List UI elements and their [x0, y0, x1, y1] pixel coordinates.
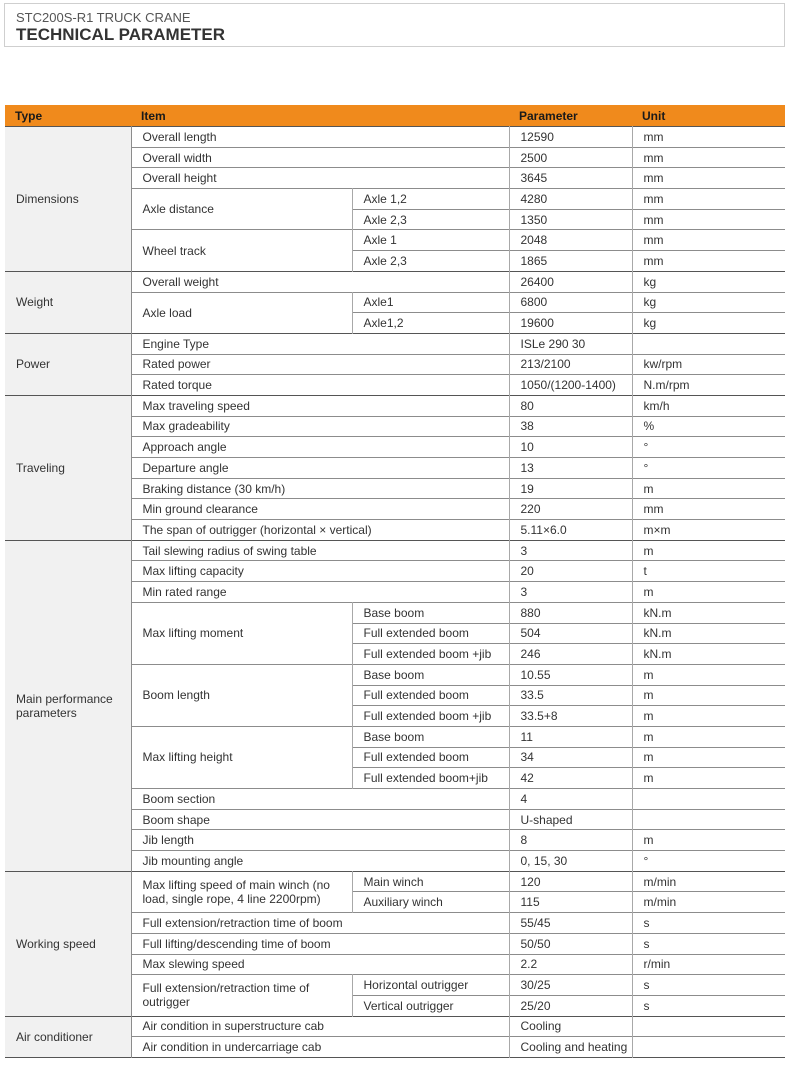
- sub-item-cell: Full extended boom: [352, 623, 509, 644]
- document-title: TECHNICAL PARAMETER: [16, 25, 226, 44]
- table-row: [5, 333, 785, 354]
- document-subtitle: STC200S-R1 TRUCK CRANE: [16, 10, 191, 25]
- unit-cell: kg: [632, 271, 785, 292]
- sub-item-cell: Vertical outrigger: [352, 995, 509, 1016]
- item-cell: The span of outrigger (horizontal × vertical): [131, 520, 509, 541]
- unit-cell: mm: [632, 251, 785, 272]
- unit-cell: kN.m: [632, 644, 785, 665]
- parameter-cell: 2500: [509, 147, 632, 168]
- type-cell: Traveling: [5, 395, 131, 540]
- item-cell: Tail slewing radius of swing table: [131, 540, 509, 561]
- parameter-cell: Cooling and heating: [509, 1037, 632, 1058]
- unit-cell: km/h: [632, 395, 785, 416]
- sub-item-cell: Auxiliary winch: [352, 892, 509, 913]
- parameter-cell: 30/25: [509, 975, 632, 996]
- item-cell: Max lifting moment: [131, 602, 352, 664]
- unit-cell: s: [632, 995, 785, 1016]
- col-header-item: Item: [131, 105, 509, 127]
- sub-item-cell: Main winch: [352, 871, 509, 892]
- unit-cell: mm: [632, 168, 785, 189]
- parameter-cell: 10.55: [509, 664, 632, 685]
- parameter-cell: 55/45: [509, 913, 632, 934]
- item-cell: Overall weight: [131, 271, 509, 292]
- unit-cell: °: [632, 458, 785, 479]
- parameter-cell: 220: [509, 499, 632, 520]
- parameter-cell: 50/50: [509, 933, 632, 954]
- item-cell: Full extension/retraction time of boom: [131, 913, 509, 934]
- parameter-cell: 3: [509, 540, 632, 561]
- unit-cell: %: [632, 416, 785, 437]
- sub-item-cell: Axle 2,3: [352, 251, 509, 272]
- parameter-cell: 11: [509, 726, 632, 747]
- unit-cell: s: [632, 975, 785, 996]
- type-cell: Air conditioner: [5, 1016, 131, 1057]
- item-cell: Approach angle: [131, 437, 509, 458]
- item-cell: Full lifting/descending time of boom: [131, 933, 509, 954]
- unit-cell: r/min: [632, 954, 785, 975]
- parameter-cell: U-shaped: [509, 809, 632, 830]
- item-cell: Max lifting height: [131, 726, 352, 788]
- sub-item-cell: Base boom: [352, 664, 509, 685]
- item-cell: Overall height: [131, 168, 509, 189]
- parameter-cell: 2048: [509, 230, 632, 251]
- unit-cell: mm: [632, 147, 785, 168]
- item-cell: Braking distance (30 km/h): [131, 478, 509, 499]
- parameter-cell: 246: [509, 644, 632, 665]
- item-cell: Max lifting capacity: [131, 561, 509, 582]
- unit-cell: m: [632, 478, 785, 499]
- unit-cell: [632, 789, 785, 810]
- parameter-cell: 213/2100: [509, 354, 632, 375]
- item-cell: Max traveling speed: [131, 395, 509, 416]
- parameter-cell: 1865: [509, 251, 632, 272]
- parameter-cell: 12590: [509, 127, 632, 148]
- unit-cell: m×m: [632, 520, 785, 541]
- parameter-cell: 80: [509, 395, 632, 416]
- unit-cell: mm: [632, 230, 785, 251]
- sub-item-cell: Axle1: [352, 292, 509, 313]
- item-cell: Max gradeability: [131, 416, 509, 437]
- parameter-cell: 34: [509, 747, 632, 768]
- unit-cell: t: [632, 561, 785, 582]
- sub-item-cell: Full extended boom +jib: [352, 706, 509, 727]
- item-cell: Jib mounting angle: [131, 851, 509, 872]
- parameter-cell: 3: [509, 582, 632, 603]
- table-row: [5, 1016, 785, 1037]
- item-cell: Overall length: [131, 127, 509, 148]
- type-cell: Dimensions: [5, 127, 131, 272]
- unit-cell: m: [632, 747, 785, 768]
- unit-cell: [632, 809, 785, 830]
- unit-cell: m: [632, 685, 785, 706]
- unit-cell: m: [632, 664, 785, 685]
- table-row: [5, 395, 785, 416]
- item-cell: Max slewing speed: [131, 954, 509, 975]
- sub-item-cell: Base boom: [352, 726, 509, 747]
- item-cell: Overall width: [131, 147, 509, 168]
- col-header-parameter: Parameter: [509, 105, 632, 127]
- type-cell: Power: [5, 333, 131, 395]
- parameter-cell: 3645: [509, 168, 632, 189]
- parameter-cell: 10: [509, 437, 632, 458]
- sub-item-cell: Base boom: [352, 602, 509, 623]
- parameter-cell: 4280: [509, 189, 632, 210]
- table-row: [5, 127, 785, 148]
- sub-item-cell: Horizontal outrigger: [352, 975, 509, 996]
- parameter-cell: 8: [509, 830, 632, 851]
- parameter-cell: 504: [509, 623, 632, 644]
- item-cell: Air condition in undercarriage cab: [131, 1037, 509, 1058]
- parameter-cell: 26400: [509, 271, 632, 292]
- item-cell: Min rated range: [131, 582, 509, 603]
- unit-cell: m: [632, 582, 785, 603]
- unit-cell: [632, 1016, 785, 1037]
- unit-cell: °: [632, 851, 785, 872]
- item-cell: Axle load: [131, 292, 352, 333]
- parameter-cell: 33.5+8: [509, 706, 632, 727]
- item-cell: Boom section: [131, 789, 509, 810]
- parameter-cell: 42: [509, 768, 632, 789]
- item-cell: Min ground clearance: [131, 499, 509, 520]
- col-header-unit: Unit: [632, 105, 785, 127]
- parameter-cell: 4: [509, 789, 632, 810]
- unit-cell: m: [632, 726, 785, 747]
- item-cell: Engine Type: [131, 333, 509, 354]
- parameter-cell: 5.11×6.0: [509, 520, 632, 541]
- unit-cell: kN.m: [632, 623, 785, 644]
- sub-item-cell: Axle 2,3: [352, 209, 509, 230]
- parameter-cell: 6800: [509, 292, 632, 313]
- item-cell: Air condition in superstructure cab: [131, 1016, 509, 1037]
- table-header-row: [5, 105, 785, 127]
- item-cell: Boom shape: [131, 809, 509, 830]
- unit-cell: kN.m: [632, 602, 785, 623]
- table-row: [5, 540, 785, 561]
- sub-item-cell: Axle 1,2: [352, 189, 509, 210]
- unit-cell: [632, 1037, 785, 1058]
- sub-item-cell: Full extended boom: [352, 685, 509, 706]
- parameter-cell: 1050/(1200-1400): [509, 375, 632, 396]
- table-body: [5, 127, 785, 1058]
- unit-cell: m/min: [632, 871, 785, 892]
- type-cell: Working speed: [5, 871, 131, 1016]
- sub-item-cell: Full extended boom: [352, 747, 509, 768]
- unit-cell: s: [632, 913, 785, 934]
- sub-item-cell: Full extended boom +jib: [352, 644, 509, 665]
- title-box: [4, 3, 785, 47]
- unit-cell: m: [632, 768, 785, 789]
- unit-cell: [632, 333, 785, 354]
- item-cell: Wheel track: [131, 230, 352, 271]
- parameter-cell: 1350: [509, 209, 632, 230]
- unit-cell: °: [632, 437, 785, 458]
- table-row: [5, 871, 785, 892]
- item-cell: Departure angle: [131, 458, 509, 479]
- unit-cell: mm: [632, 127, 785, 148]
- item-cell: Jib length: [131, 830, 509, 851]
- parameter-cell: 25/20: [509, 995, 632, 1016]
- unit-cell: mm: [632, 209, 785, 230]
- parameter-cell: 19600: [509, 313, 632, 334]
- parameter-cell: 115: [509, 892, 632, 913]
- unit-cell: m: [632, 830, 785, 851]
- parameter-cell: Cooling: [509, 1016, 632, 1037]
- parameter-cell: 33.5: [509, 685, 632, 706]
- item-cell: Axle distance: [131, 189, 352, 230]
- sub-item-cell: Axle 1: [352, 230, 509, 251]
- col-header-type: Type: [5, 105, 131, 127]
- type-cell: Weight: [5, 271, 131, 333]
- sub-item-cell: Full extended boom+jib: [352, 768, 509, 789]
- type-cell: Main performance parameters: [5, 540, 131, 871]
- sub-item-cell: Axle1,2: [352, 313, 509, 334]
- unit-cell: m: [632, 706, 785, 727]
- parameter-cell: 0, 15, 30: [509, 851, 632, 872]
- item-cell: Max lifting speed of main winch (no load, single rope, 4 line 2200rpm): [131, 871, 352, 912]
- item-cell: Rated power: [131, 354, 509, 375]
- unit-cell: m/min: [632, 892, 785, 913]
- parameter-cell: 19: [509, 478, 632, 499]
- item-cell: Full extension/retraction time of outrigger: [131, 975, 352, 1016]
- unit-cell: m: [632, 540, 785, 561]
- parameter-cell: 2.2: [509, 954, 632, 975]
- parameter-cell: 120: [509, 871, 632, 892]
- parameter-cell: ISLe 290 30: [509, 333, 632, 354]
- unit-cell: kw/rpm: [632, 354, 785, 375]
- unit-cell: kg: [632, 292, 785, 313]
- parameter-cell: 880: [509, 602, 632, 623]
- unit-cell: kg: [632, 313, 785, 334]
- unit-cell: mm: [632, 189, 785, 210]
- item-cell: Rated torque: [131, 375, 509, 396]
- unit-cell: s: [632, 933, 785, 954]
- unit-cell: mm: [632, 499, 785, 520]
- parameter-cell: 13: [509, 458, 632, 479]
- parameter-cell: 38: [509, 416, 632, 437]
- item-cell: Boom length: [131, 664, 352, 726]
- unit-cell: N.m/rpm: [632, 375, 785, 396]
- table-row: [5, 271, 785, 292]
- parameter-cell: 20: [509, 561, 632, 582]
- parameter-table: [5, 105, 785, 1058]
